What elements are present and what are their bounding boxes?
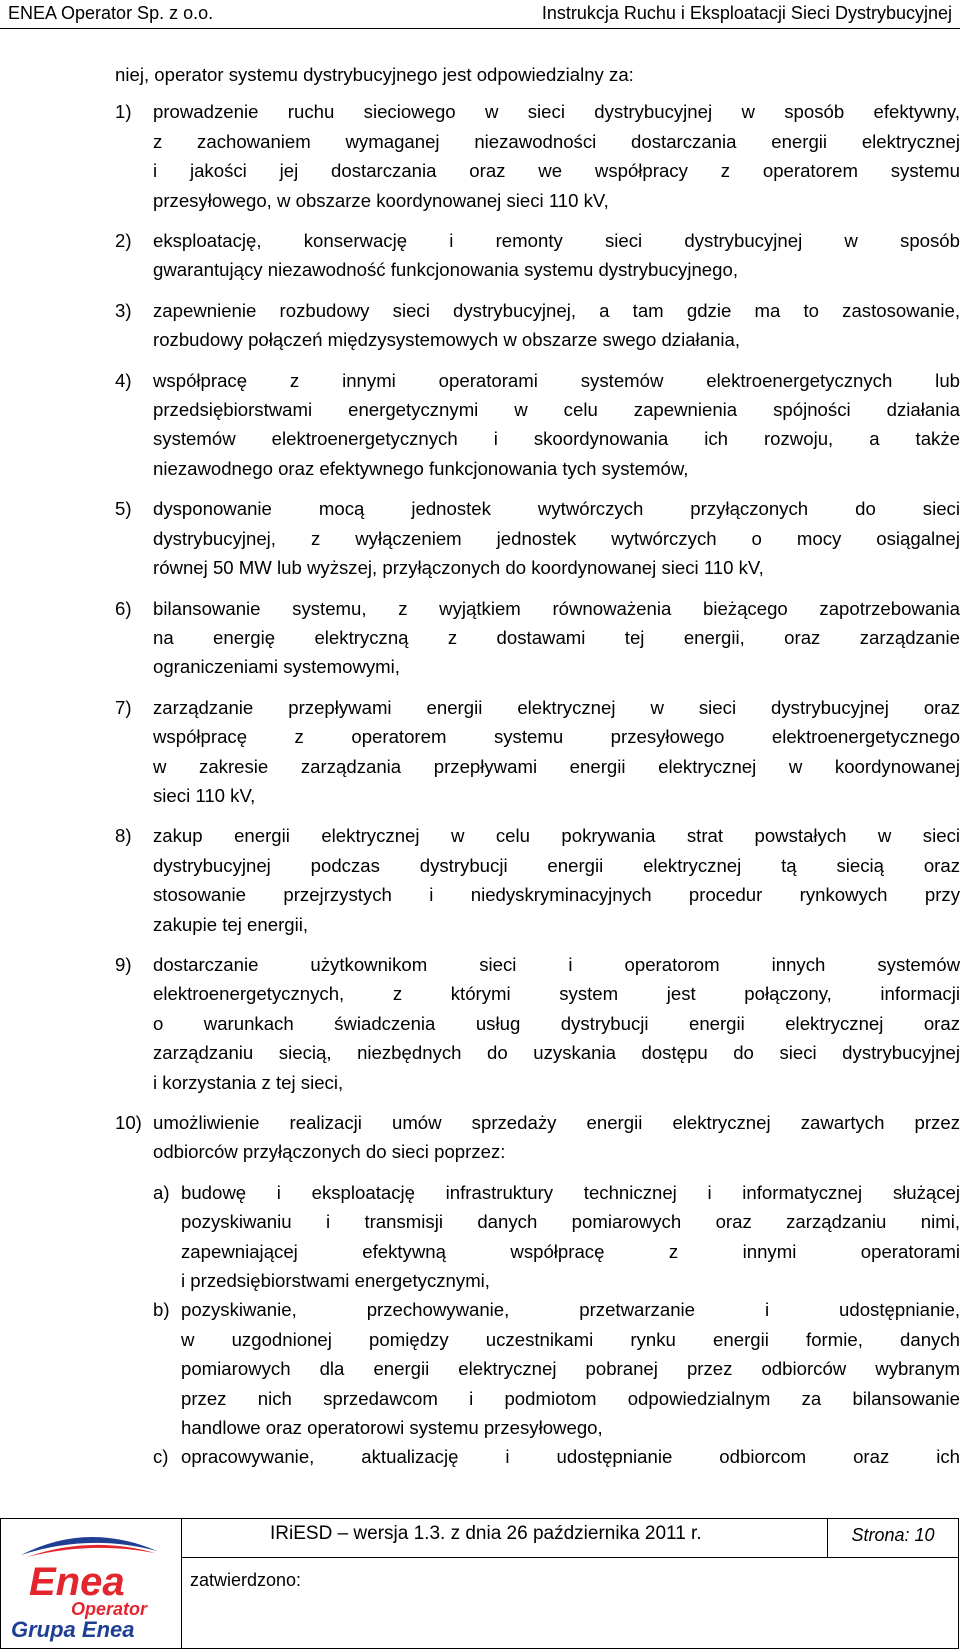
list-item-line: przesyłowego, w obszarze koordynowanej sieci 110 kV, xyxy=(153,189,609,211)
list-item-line: sieci 110 kV, xyxy=(153,784,256,806)
list-item-2 xyxy=(115,226,960,285)
list-item-line: przedsiębiorstwami energetycznymi w celu zapewnienia spójności działania xyxy=(153,399,960,421)
list-item-number: 9) xyxy=(115,953,132,975)
list-item-line: dostarczanie użytkownikom sieci i operatorom innych systemów xyxy=(153,953,960,975)
sub-item-line: handlowe oraz operatorowi systemu przesyłowego, xyxy=(181,1417,603,1439)
sub-item-line: pomiarowych dla energii elektrycznej pobranej przez odbiorców wybranym xyxy=(181,1358,960,1380)
logo-grupa-enea-text: Grupa Enea xyxy=(11,1617,135,1642)
list-item-number: 3) xyxy=(115,299,132,321)
list-item-line: zakupie tej energii, xyxy=(153,913,309,935)
logo-operator-text: Operator xyxy=(71,1599,148,1619)
list-item-number: 2) xyxy=(115,230,132,252)
list-item-line: zarządzanie przepływami energii elektrycznej w sieci dystrybucyjnej oraz xyxy=(153,696,960,718)
intro-paragraph: niej, operator systemu dystrybucyjnego jest odpowiedzialny za: xyxy=(115,64,634,85)
sub-item-number: c) xyxy=(153,1446,169,1468)
list-item-line: bilansowanie systemu, z wyjątkiem równoważenia bieżącego zapotrzebowania xyxy=(153,597,960,619)
list-item-line: i jakości jej dostarczania oraz we współpracy z operatorem systemu xyxy=(153,160,960,182)
list-item-3 xyxy=(115,296,960,355)
list-item-line: z zachowaniem wymaganej niezawodności dostarczania energii elektrycznej xyxy=(153,130,960,152)
logo-cell xyxy=(1,1519,182,1649)
list-item-number: 8) xyxy=(115,825,132,847)
sub-item-line: pozyskiwanie, przechowywanie, przetwarzanie i udostępnianie, xyxy=(181,1299,960,1321)
approved-label: zatwierdzono: xyxy=(190,1570,302,1590)
sub-item-line: budowę i eksploatację infrastruktury technicznej i informatycznej służącej xyxy=(181,1181,960,1203)
list-item-number: 1) xyxy=(115,101,132,123)
list-item-line: umożliwienie realizacji umów sprzedaży energii elektrycznej zawartych przez xyxy=(153,1112,960,1133)
sub-item-number: a) xyxy=(153,1181,170,1203)
header-document-title: Instrukcja Ruchu i Eksploatacji Sieci Dystrybucyjnej xyxy=(541,3,952,23)
header-company: ENEA Operator Sp. z o.o. xyxy=(8,3,214,23)
list-item-number: 10) xyxy=(115,1112,142,1133)
list-item-9 xyxy=(115,950,960,1097)
list-item-line: odbiorców przyłączonych do sieci poprzez: xyxy=(153,1141,506,1163)
approval-cell xyxy=(182,1558,959,1649)
list-item-number: 6) xyxy=(115,597,132,619)
list-item-5 xyxy=(115,494,960,582)
list-item-line: zarządzaniu siecią, niezbędnych do uzyskania dostępu do sieci dystrybucyjnej xyxy=(153,1042,960,1064)
list-item-1 xyxy=(115,97,960,215)
sub-item-line: w uzgodnionej pomiędzy uczestnikami rynku energii formie, danych xyxy=(181,1328,960,1350)
list-item-number: 4) xyxy=(115,369,132,391)
sub-item-line: opracowywanie, aktualizację i udostępnianie odbiorcom oraz ich xyxy=(181,1446,960,1468)
sub-item-line: pozyskiwaniu i transmisji danych pomiarowych oraz zarządzaniu nimi, xyxy=(181,1211,960,1233)
page-header xyxy=(0,0,960,29)
list-item-line: elektroenergetycznych, z którymi system jest połączony, informacji xyxy=(153,983,960,1005)
version-cell xyxy=(182,1519,828,1558)
list-item-line: dystrybucyjnej podczas dystrybucji energii elektrycznej tą siecią oraz xyxy=(153,854,960,876)
sub-item-3 xyxy=(153,1442,960,1471)
page-number-cell xyxy=(828,1519,959,1558)
list-item-line: zapewnienie rozbudowy sieci dystrybucyjnej, a tam gdzie ma to zastosowanie, xyxy=(153,299,960,321)
footer-table xyxy=(0,1518,959,1649)
list-item-line: o warunkach świadczenia usług dystrybucji energii elektrycznej oraz xyxy=(153,1012,960,1034)
list-item-line: współpracę z operatorem systemu przesyłowego elektroenergetycznego xyxy=(153,726,960,748)
list-item-line: niezawodnego oraz efektywnego funkcjonowania tych systemów, xyxy=(153,457,689,479)
list-item-line: ograniczeniami systemowymi, xyxy=(153,656,400,678)
sub-item-line: przez nich sprzedawcom i podmiotom odpowiedzialnym za bilansowanie xyxy=(181,1387,960,1409)
list-item-line: gwarantujący niezawodność funkcjonowania systemu dystrybucyjnego, xyxy=(153,259,738,281)
list-item-line: współpracę z innymi operatorami systemów elektroenergetycznych lub xyxy=(153,369,960,391)
list-item-line: i korzystania z tej sieci, xyxy=(153,1071,344,1093)
list-item-line: dysponowanie mocą jednostek wytwórczych przyłączonych do sieci xyxy=(153,498,960,520)
sub-item-line: i przedsiębiorstwami energetycznymi, xyxy=(181,1270,490,1292)
list-item-line: eksploatację, konserwację i remonty sieci dystrybucyjnej w sposób xyxy=(153,230,960,252)
page-number: Strona: 10 xyxy=(851,1525,935,1545)
sub-item-1 xyxy=(153,1178,960,1296)
responsibility-list xyxy=(115,97,960,1166)
list-item-number: 5) xyxy=(115,498,132,520)
sub-item-number: b) xyxy=(153,1299,170,1321)
list-item-line: stosowanie przejrzystych i niedyskryminacyjnych procedur rynkowych przy xyxy=(153,884,960,906)
list-item-number: 7) xyxy=(115,696,132,718)
sub-item-line: zapewniającej efektywną współpracę z innymi operatorami xyxy=(181,1240,960,1262)
logo-enea-text: Enea xyxy=(29,1560,125,1604)
list-item-7 xyxy=(115,693,960,811)
list-item-line: dystrybucyjnej, z wyłączeniem jednostek wytwórczych o mocy osiągalnej xyxy=(153,527,960,549)
enea-operator-logo xyxy=(7,1527,175,1643)
page-footer xyxy=(0,1518,960,1650)
list-item-line: zakup energii elektrycznej w celu pokrywania strat powstałych w sieci xyxy=(153,825,960,847)
list-item-10 xyxy=(115,1108,960,1167)
list-item-line: systemów elektroenergetycznych i skoordynowania ich rozwoju, a także xyxy=(153,428,960,450)
list-item-4 xyxy=(115,366,960,484)
list-item-line: równej 50 MW lub wyższej, przyłączonych do koordynowanej sieci 110 kV, xyxy=(153,557,764,579)
sub-list xyxy=(115,1178,960,1472)
list-item-6 xyxy=(115,594,960,682)
list-item-8 xyxy=(115,821,960,939)
list-item-line: w zakresie zarządzania przepływami energii elektrycznej w koordynowanej xyxy=(153,755,960,777)
list-item-line: prowadzenie ruchu sieciowego w sieci dystrybucyjnej w sposób efektywny, xyxy=(153,101,960,123)
list-item-line: na energię elektryczną z dostawami tej energii, oraz zarządzanie xyxy=(153,626,960,648)
version-text: IRiESD – wersja 1.3. z dnia 26 października 2011 r. xyxy=(270,1523,702,1544)
document-body xyxy=(115,60,960,1472)
sub-item-2 xyxy=(153,1295,960,1442)
list-item-line: rozbudowy połączeń międzysystemowych w obszarze swego działania, xyxy=(153,329,741,351)
